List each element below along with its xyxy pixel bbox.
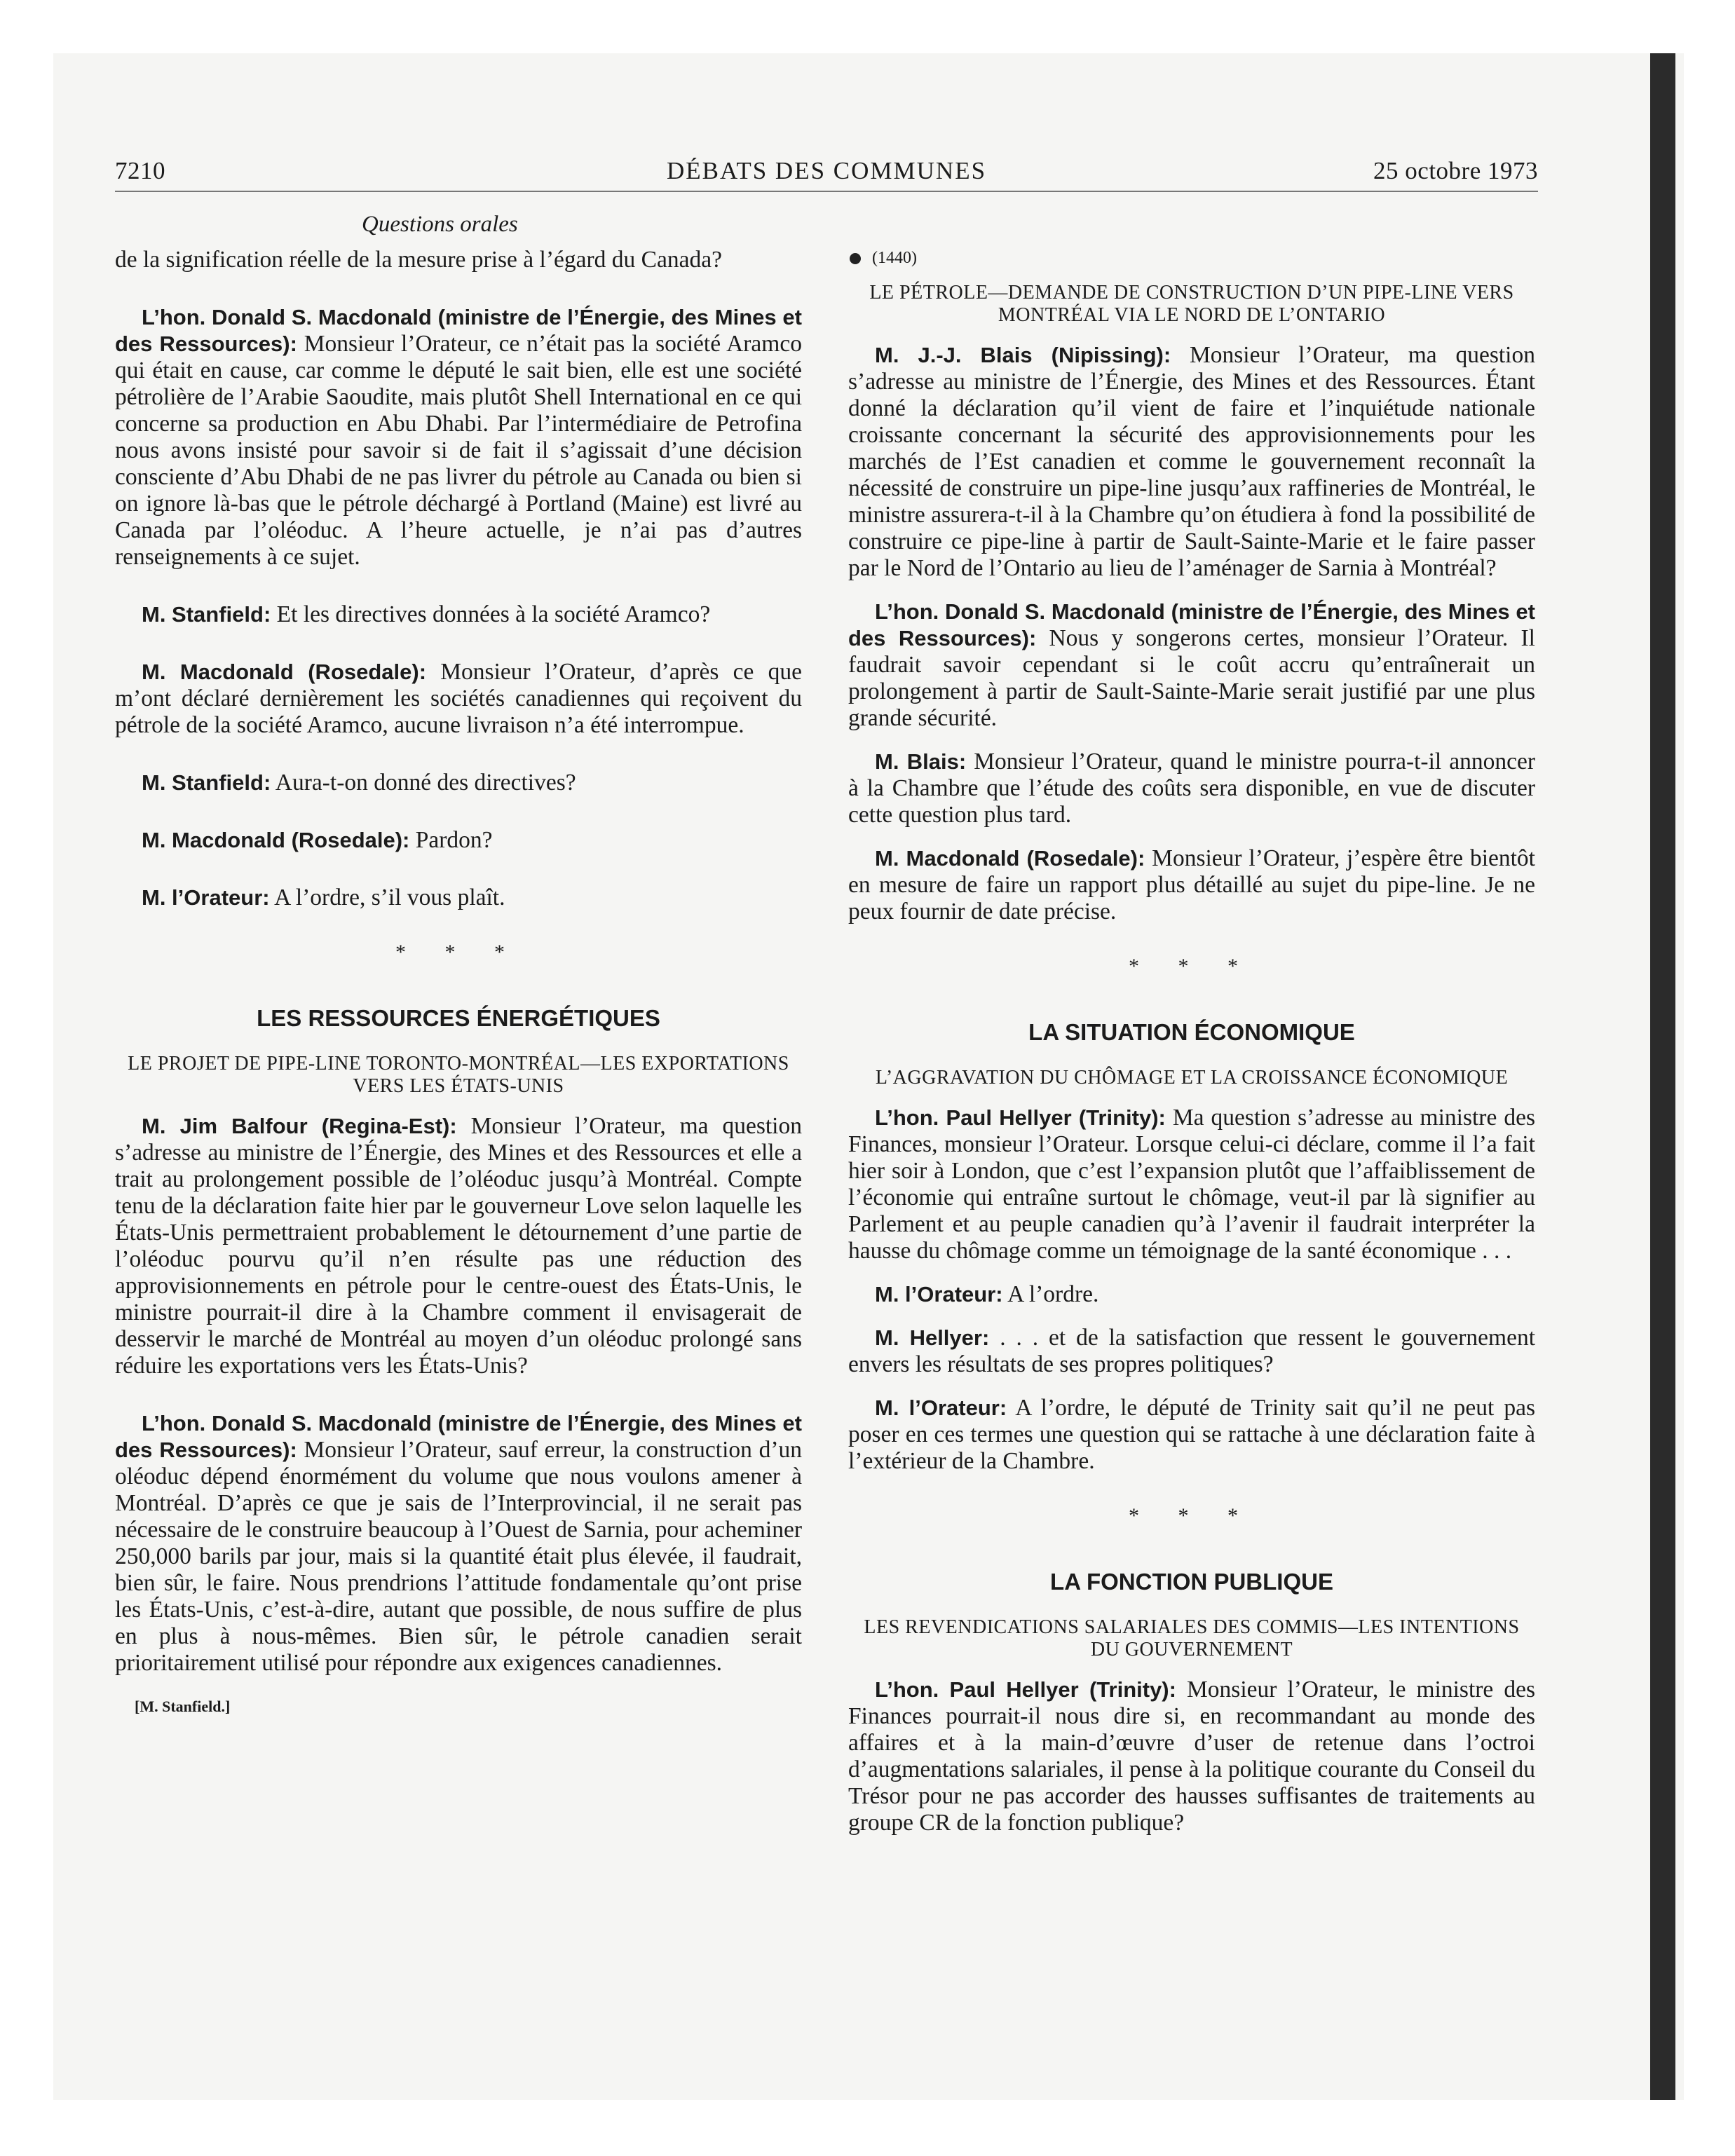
section-separator: * * * <box>1129 1504 1255 1527</box>
paragraph <box>848 342 1535 582</box>
paragraph-text: de la signification réelle de la mesure prise à l’égard du Canada? <box>115 247 722 273</box>
subsection-heading: LE PÉTROLE—DEMANDE DE CONSTRUCTION D’UN PIPE-LINE VERS MONTRÉAL VIA LE NORD DE L’ONTARIO <box>869 282 1514 326</box>
paragraph-text: Monsieur l’Orateur, d’après ce que m’ont déclaré dernièrement les sociétés canadiennes qui reçoivent du pétrole de la société Aramco, aucune livraison n’a été interrompue. <box>115 659 802 738</box>
speaker-name: M. Stanfield: <box>142 602 271 627</box>
speaker-name: M. Stanfield: <box>142 770 271 795</box>
paragraph-text: Monsieur l’Orateur, j’espère être bientôt en mesure de faire un rapport plus détaillé au sujet du pipe-line. Je ne peux fournir de date précise. <box>848 845 1535 925</box>
paragraph <box>848 1281 1535 1308</box>
subsection-heading: L’AGGRAVATION DU CHÔMAGE ET LA CROISSANCE ÉCONOMIQUE <box>875 1067 1509 1089</box>
paragraph <box>115 601 802 628</box>
speaker-name: M. Jim Balfour (Regina-Est): <box>142 1114 457 1138</box>
section-heading: LES RESSOURCES ÉNERGÉTIQUES <box>257 1005 660 1031</box>
speaker-name: M. Blais: <box>875 749 967 774</box>
speaker-name: L’hon. Donald S. Macdonald (ministre de l’Énergie, des Mines et des Ressources): <box>115 305 802 356</box>
subsection-heading: LES REVENDICATIONS SALARIALES DES COMMIS—LES INTENTIONS DU GOUVERNEMENT <box>864 1616 1520 1660</box>
paragraph-text: Monsieur l’Orateur, quand le ministre pourra-t-il annoncer à la Chambre que l’étude des coûts sera disponible, en vue de discuter cette question plus tard. <box>848 749 1536 828</box>
paragraph <box>115 1410 802 1677</box>
paragraph-text: Aura-t-on donné des directives? <box>271 770 576 796</box>
paragraph-text: Monsieur l’Orateur, ce n’était pas la société Aramco qui était en cause, car comme le député le sait bien, elle est une société pétrolière de l’Arabie Saoudite, mais plutôt Shell International en ce qui concerne sa production en Abu Dhabi. Par l’intermédiaire de Petrofina nous avons insisté pour savoir si de fait il s’agissait d’une décision consciente d’Abu Dhabi de ne pas livrer du pétrole au Canada ou bien si on ignore là-bas que le pétrole déchargé à Portland (Maine) est livré au Canada par l’oléoduc. A l’heure actuelle, je n’ai pas d’autres renseignements à ce sujet. <box>115 331 802 570</box>
paragraph <box>115 827 802 854</box>
page-title: DÉBATS DES COMMUNES <box>666 157 987 184</box>
timestamp-text: (1440) <box>872 249 917 267</box>
paragraph <box>848 1395 1535 1475</box>
header-rule <box>115 191 1538 192</box>
speaker-name: M. Macdonald (Rosedale): <box>875 846 1145 871</box>
speaker-name: L’hon. Paul Hellyer (Trinity): <box>875 1105 1166 1130</box>
paragraph-text: Monsieur l’Orateur, le ministre des Finances pourrait-il nous dire si, en recommandant au monde des affaires et à la main-d’œuvre d’user de retenue dans l’octroi d’augmentations salariales, il pense à la politique courante du Conseil du Trésor pour ne pas accorder des hausses suffisantes de traitements au groupe CR de la fonction publique? <box>848 1677 1535 1836</box>
paragraph-text: A l’ordre, le député de Trinity sait qu’il ne peut pas poser en ces termes une question qui se rattache à une déclaration faite à l’extérieur de la Chambre. <box>848 1395 1535 1474</box>
section-heading: LA SITUATION ÉCONOMIQUE <box>1028 1019 1355 1045</box>
speaker-name: M. l’Orateur: <box>875 1282 1003 1306</box>
paragraph-text: Monsieur l’Orateur, ma question s’adresse au ministre de l’Énergie, des Mines et des Ressources et elle a trait au prolongement possible de l’oléoduc jusqu’à Montréal. Compte tenu de la déclaration faite hier par le gouverneur Love selon laquelle les États-Unis permettraient probablement le détournement d’une partie de l’oléoduc pourvu qu’il n’en résulte pas une réduction des approvisionnements en pétrole pour le centre-ouest des États-Unis, le ministre pourrait-il dire à la Chambre comment il envisagerait de desservir le marché de Montréal au moyen d’un oléoduc prolongé sans réduire les exportations vers les États-Unis? <box>115 1113 802 1379</box>
section-separator: * * * <box>1129 955 1255 978</box>
speaker-name: M. l’Orateur: <box>142 885 270 910</box>
speaker-name: L’hon. Donald S. Macdonald (ministre de l’Énergie, des Mines et des Ressources): <box>115 1411 802 1462</box>
speaker-name: M. Macdonald (Rosedale): <box>142 828 410 852</box>
paragraph <box>848 599 1535 732</box>
page-number: 7210 <box>115 157 165 184</box>
running-head <box>115 157 1538 192</box>
speaker-name: M. Macdonald (Rosedale): <box>142 660 427 684</box>
speaker-name: M. J.-J. Blais (Nipissing): <box>875 343 1171 367</box>
speaker-name: M. l’Orateur: <box>875 1396 1007 1420</box>
page-date: 25 octobre 1973 <box>1373 157 1538 184</box>
paragraph-text: . . . et de la satisfaction que ressent le gouvernement envers les résultats de ses propres politiques? <box>848 1325 1535 1377</box>
paragraph <box>848 1677 1535 1836</box>
section-heading: LA FONCTION PUBLIQUE <box>1050 1569 1333 1595</box>
paragraph-text: Nous y songerons certes, monsieur l’Orateur. Il faudrait savoir cependant si le coût accru qu’entraînerait un prolongement à partir de Sault-Sainte-Marie serait justifié par une plus grande sécurité. <box>848 625 1535 731</box>
paragraph <box>115 1113 802 1379</box>
scan-edge-bar <box>1650 53 1675 2100</box>
paragraph-text: A l’ordre, s’il vous plaît. <box>269 885 505 910</box>
paragraph-text: Ma question s’adresse au ministre des Finances, monsieur l’Orateur. Lorsque celui-ci déclare, comme il l’a fait hier soir à London, que c’est l’expansion plutôt que l’affaiblissement de l’économie qui entraîne surtout le chômage, veut-il par là signifier au Parlement et au peuple canadien qu’à l’avenir il faudrait interpréter la hausse du chômage comme un témoignage de la santé économique . . . <box>848 1105 1535 1264</box>
speaker-name: M. Hellyer: <box>875 1325 990 1350</box>
paragraph <box>848 845 1535 925</box>
paragraph <box>848 1105 1535 1264</box>
subsection-heading: LE PROJET DE PIPE-LINE TORONTO-MONTRÉAL—LES EXPORTATIONS VERS LES ÉTATS-UNIS <box>128 1053 789 1097</box>
paragraph-text: Monsieur l’Orateur, ma question s’adresse au ministre de l’Énergie, des Mines et des Ressources. Étant donné la déclaration qu’il vient de faire et l’inquiétude nationale croissante concernant la sécurité des approvisionnements pour les marchés de l’Est canadien et comme le gouvernement reconnaît la nécessité de construire un pipe-line jusqu’aux raffineries de Montréal, le ministre assurera-t-il à la Chambre qu’on étudiera à fond la possibilité de construire ce pipe-line à partir de Sault-Sainte-Marie et le faire passer par le Nord de l’Ontario au lieu de l’aménager de Sarnia à Montréal? <box>848 342 1535 581</box>
paragraph-text: Et les directives données à la société Aramco? <box>271 601 711 627</box>
paragraph <box>115 247 802 273</box>
right-column <box>848 245 1535 1853</box>
footnote: [M. Stanfield.] <box>135 1698 231 1715</box>
paragraph-text: A l’ordre. <box>1002 1281 1099 1307</box>
paragraph <box>848 1325 1535 1378</box>
paragraph <box>115 304 802 571</box>
speaker-name: L’hon. Donald S. Macdonald (ministre de l’Énergie, des Mines et des Ressources): <box>848 599 1535 650</box>
paragraph <box>115 659 802 739</box>
section-tag: Questions orales <box>362 212 518 237</box>
left-column <box>115 210 802 1720</box>
paragraph <box>848 749 1535 828</box>
section-separator: * * * <box>395 941 522 964</box>
speaker-name: L’hon. Paul Hellyer (Trinity): <box>875 1677 1176 1702</box>
paragraph <box>115 885 802 911</box>
paragraph <box>115 770 802 796</box>
paragraph-text: Monsieur l’Orateur, sauf erreur, la construction d’un oléoduc dépend énormément du volume que nous voulons amener à Montréal. D’après ce que je sais de l’Interprovincial, il ne serait pas nécessaire de le construire beaucoup à l’Ouest de Sarnia, pour acheminer 250,000 barils par jour, mais si la quantité était plus élevée, il faudrait, bien sûr, le faire. Nous prendrions l’attitude fondamentale qu’ont prise les États-Unis, c’est-à-dire, autant que possible, de nous suffire de plus en plus à nous-mêmes. Bien sûr, le pétrole canadien serait prioritairement utilisé pour répondre aux exigences canadiennes. <box>115 1437 803 1676</box>
paragraph-text: Pardon? <box>409 827 493 853</box>
